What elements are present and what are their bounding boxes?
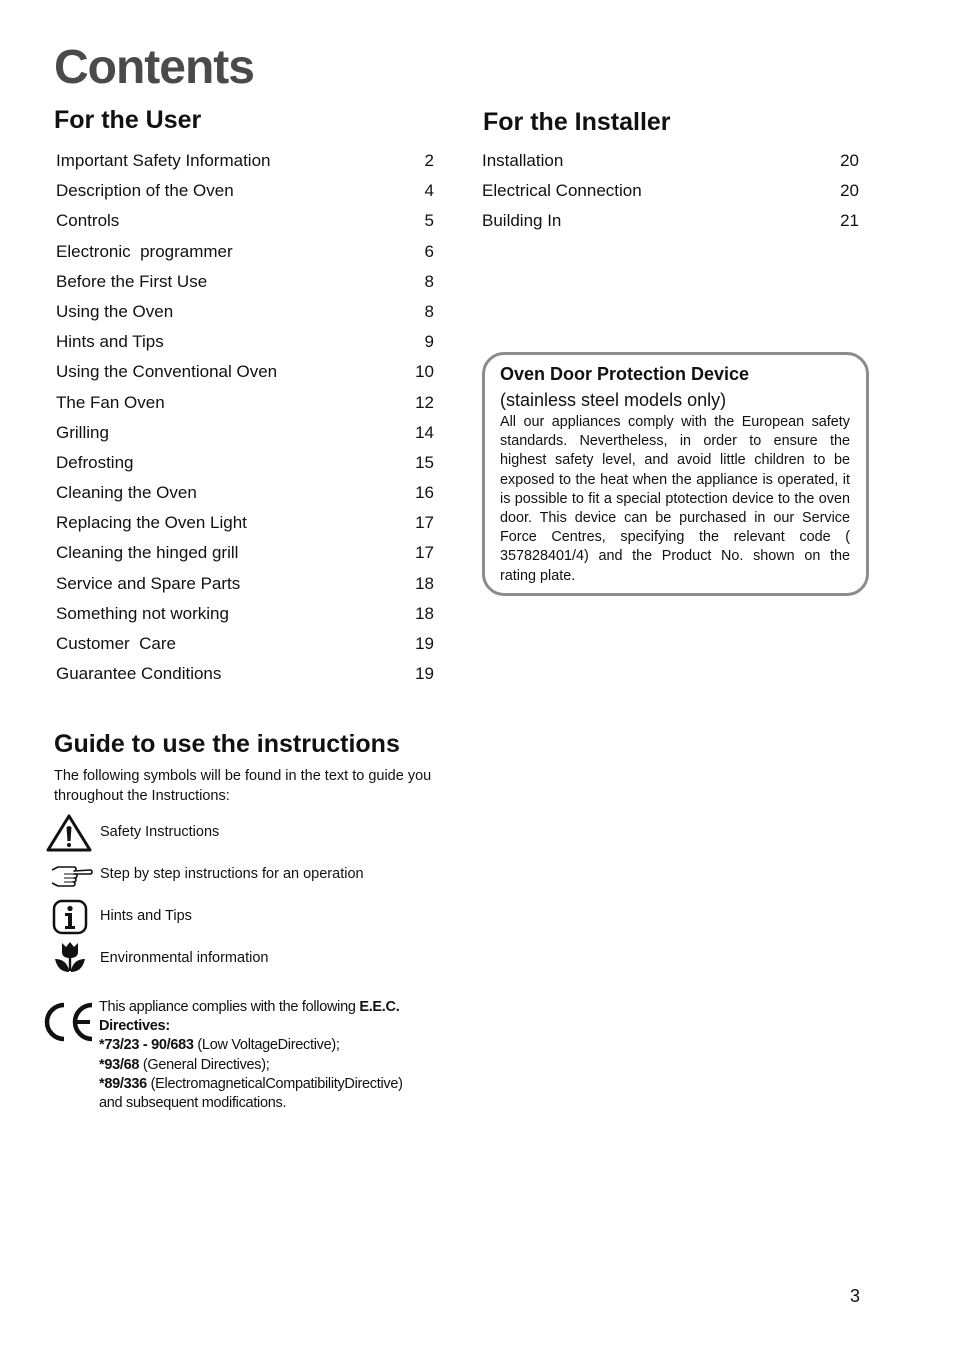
toc-label: Customer Care [56, 634, 176, 653]
directive-desc: (Low VoltageDirective); [193, 1037, 340, 1054]
directives-intro-bold: E.E.C. Directives: [99, 999, 400, 1035]
toc-label: Before the First Use [56, 271, 208, 291]
toc-label: Cleaning the Oven [56, 483, 197, 503]
toc-label: Service and Spare Parts [56, 573, 241, 593]
toc-label: Cleaning the hinged grill [56, 543, 239, 563]
info-icon [44, 898, 96, 938]
user-section-heading: For the User [54, 106, 202, 134]
toc-label: Controls [56, 211, 120, 231]
directives-intro-line [99, 998, 444, 1036]
toc-label: Replacing the Oven Light [56, 513, 247, 533]
symbol-label: Step by step instructions for an operation [100, 866, 364, 882]
page-number: 3 [850, 1286, 861, 1306]
toc-label: Something not working [56, 603, 229, 623]
toc-page: 8 [424, 271, 434, 291]
directive-line [99, 1075, 444, 1094]
toc-page: 19 [415, 634, 434, 653]
symbol-label: Safety Instructions [100, 824, 220, 840]
toc-entry[interactable] [56, 634, 434, 664]
toc-entry[interactable] [56, 453, 434, 483]
toc-label: Using the Conventional Oven [56, 362, 278, 382]
toc-page: 17 [415, 543, 434, 563]
toc-page: 6 [424, 241, 434, 261]
page-title: Contents [54, 41, 254, 94]
directive-code: *93/68 [99, 1056, 140, 1073]
toc-page: 8 [424, 301, 434, 321]
warning-triangle-icon [44, 814, 96, 854]
symbol-label: Hints and Tips [100, 908, 192, 924]
toc-entry[interactable] [56, 483, 434, 513]
toc-page: 21 [840, 211, 859, 231]
toc-label: Installation [482, 151, 564, 170]
toc-page: 18 [415, 603, 434, 623]
toc-page: 20 [840, 181, 859, 201]
toc-page: 17 [415, 513, 434, 533]
guide-heading: Guide to use the instructions [54, 730, 400, 758]
toc-entry[interactable] [56, 543, 434, 573]
installer-toc-list [482, 151, 859, 242]
toc-entry[interactable] [56, 302, 434, 332]
toc-entry[interactable] [56, 272, 434, 302]
toc-page: 9 [424, 332, 434, 352]
symbol-row [44, 814, 444, 854]
directive-desc: (General Directives); [139, 1056, 270, 1073]
toc-label: Hints and Tips [56, 332, 164, 352]
toc-entry[interactable] [56, 211, 434, 241]
directive-line [99, 1056, 444, 1075]
flower-icon [44, 940, 96, 980]
symbol-row [44, 856, 444, 896]
symbol-label: Environmental information [100, 950, 269, 966]
toc-page: 14 [415, 422, 434, 442]
toc-entry[interactable] [56, 513, 434, 543]
symbol-row [44, 898, 444, 938]
toc-entry[interactable] [56, 393, 434, 423]
door-protection-box [482, 352, 869, 596]
toc-entry[interactable] [482, 211, 859, 241]
toc-entry[interactable] [482, 151, 859, 181]
toc-page: 4 [424, 181, 434, 201]
toc-entry[interactable] [56, 151, 434, 181]
toc-entry[interactable] [56, 242, 434, 272]
directive-desc: (ElectromagneticalCompatibilityDirective) [146, 1075, 403, 1092]
toc-label: Important Safety Information [56, 151, 271, 170]
toc-entry[interactable] [56, 423, 434, 453]
toc-label: The Fan Oven [56, 392, 165, 412]
symbol-row [44, 940, 444, 980]
user-toc-list [56, 151, 434, 694]
toc-label: Building In [482, 211, 562, 231]
toc-page: 16 [415, 483, 434, 503]
toc-page: 15 [415, 452, 434, 472]
toc-entry[interactable] [56, 604, 434, 634]
toc-entry[interactable] [56, 332, 434, 362]
pointing-hand-icon [44, 856, 96, 896]
directive-code: *73/23 - 90/683 [99, 1037, 194, 1054]
toc-entry[interactable] [56, 664, 434, 694]
toc-page: 5 [424, 211, 434, 231]
toc-page: 10 [415, 362, 434, 382]
toc-entry[interactable] [482, 181, 859, 211]
toc-page: 2 [424, 151, 434, 170]
toc-page: 18 [415, 573, 434, 593]
toc-label: Electronic programmer [56, 241, 233, 261]
toc-entry[interactable] [56, 574, 434, 604]
toc-label: Electrical Connection [482, 181, 642, 201]
directives-intro: This appliance complies with the following [99, 999, 360, 1015]
toc-label: Defrosting [56, 452, 134, 472]
door-box-title: Oven Door Protection Device [500, 364, 750, 384]
toc-label: Grilling [56, 422, 109, 442]
guide-intro: The following symbols will be found in the text to guide you throughout the Instructions: [54, 768, 432, 804]
toc-page: 12 [415, 392, 434, 412]
ce-mark-icon [40, 1000, 96, 1044]
directive-line [99, 1036, 444, 1055]
toc-page: 19 [415, 664, 434, 684]
directives-outro: and subsequent modifications. [99, 1095, 287, 1112]
toc-label: Using the Oven [56, 301, 174, 321]
toc-label: Guarantee Conditions [56, 664, 222, 684]
toc-label: Description of the Oven [56, 181, 234, 201]
directive-code: *89/336 [99, 1075, 147, 1092]
door-box-subtitle: (stainless steel models only) [500, 390, 727, 410]
toc-entry[interactable] [56, 362, 434, 392]
directives-text [99, 998, 444, 1113]
toc-page: 20 [840, 151, 859, 170]
door-box-body: All our appliances comply with the European safety standards. Nevertheless, in order to ensure the highest safety level, and avoid little children to be exposed to the heat when the appliance is operated, it is possible to fit a special ptotection device to the oven door. This device can be purchased in our Service Force Centres, specifying the relevant code ( 357828401/4) and the Product No. shown on the rating plate. [500, 414, 850, 584]
toc-entry[interactable] [56, 181, 434, 211]
installer-section-heading: For the Installer [483, 108, 671, 136]
